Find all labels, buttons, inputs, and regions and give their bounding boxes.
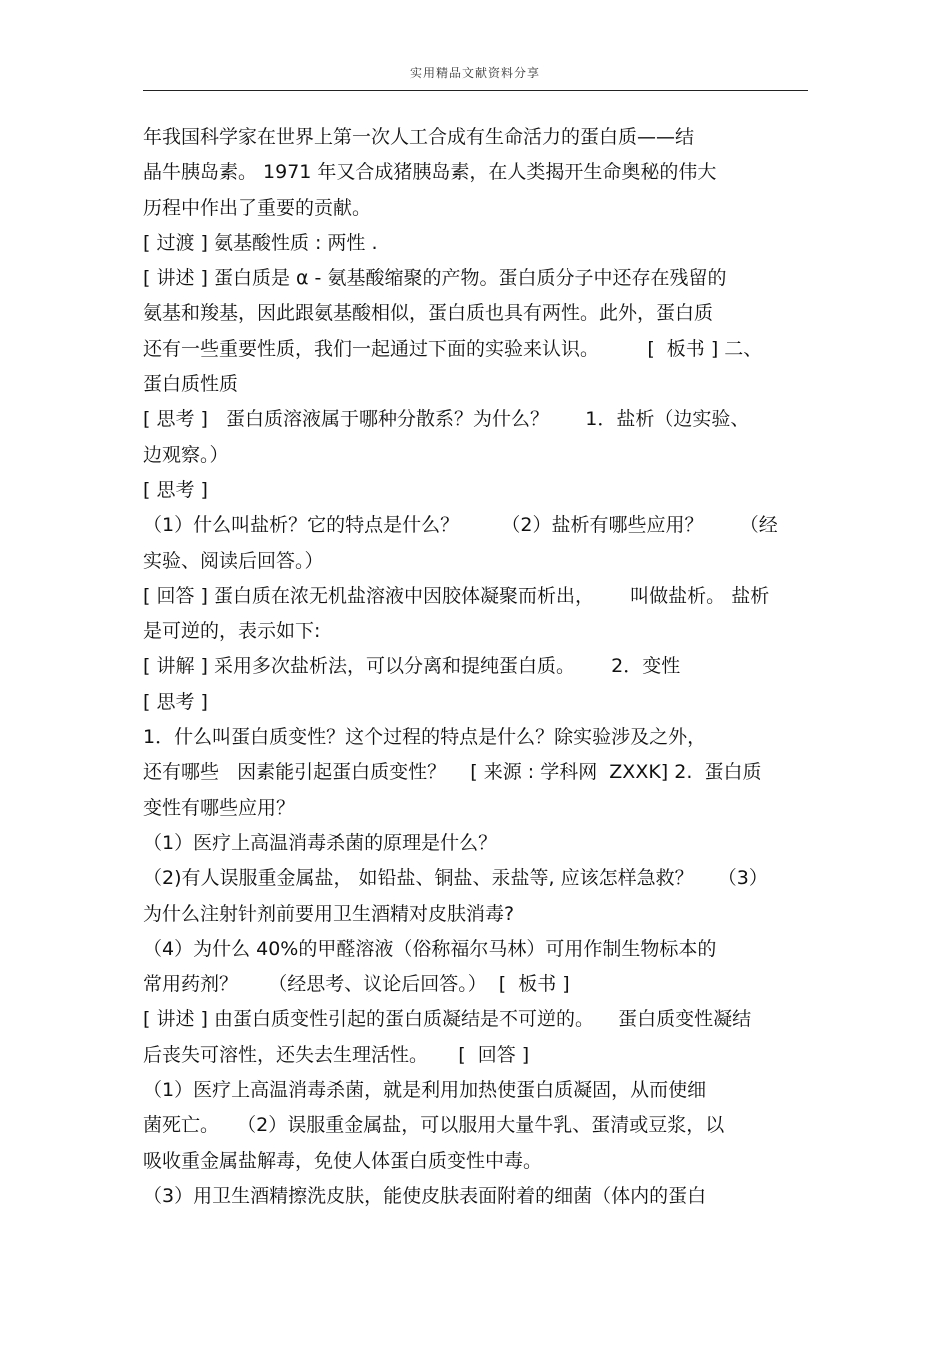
text-line: 菌死亡。 （2）误服重金属盐，可以服用大量牛乳、蛋清或豆浆，以 [143, 1114, 725, 1137]
text-line: 是可逆的，表示如下: [143, 620, 321, 643]
text-line: 年我国科学家在世界上第一次人工合成有生命活力的蛋白质——结 [143, 126, 695, 148]
text-line: 实验、阅读后回答。） [143, 549, 324, 572]
text-line: 还有一些重要性质，我们一起通过下面的实验来认识。 [ 板书 ] 二、 [143, 337, 763, 360]
page-header: 实用精品文献资料分享 [409, 66, 540, 80]
text-line: 还有哪些 因素能引起蛋白质变性？ [ 来源 : 学科网 ZXXK] 2. 蛋白质 [143, 761, 762, 784]
text-line: 变性有哪些应用？ [143, 796, 296, 819]
text-line: （1）什么叫盐析？它的特点是什么？ （2）盐析有哪些应用？ （经 [143, 514, 778, 537]
text-line: 晶牛胰岛素。 1971 年又合成猪胰岛素，在人类揭开生命奥秘的伟大 [143, 161, 717, 184]
text-line: 吸收重金属盐解毒，免使人体蛋白质变性中毒。 [143, 1149, 543, 1172]
text-line: （4）为什么 40%的甲醛溶液（俗称福尔马林）可用作制生物标本的 [143, 937, 717, 960]
text-line: （1）医疗上高温消毒杀菌，就是利用加热使蛋白质凝固，从而使细 [143, 1079, 707, 1102]
text-line: 边观察。） [143, 443, 229, 466]
header-divider [143, 90, 808, 91]
text-line: [ 回答 ] 蛋白质在浓无机盐溶液中因胶体凝聚而析出， 叫做盐析。 盐析 [143, 584, 770, 607]
text-line: 蛋白质性质 [143, 373, 239, 396]
text-line: 常用药剂？ （经思考、议论后回答。） [ 板书 ] [143, 973, 570, 996]
text-line: 为什么注射针剂前要用卫生酒精对皮肤消毒? [143, 902, 515, 925]
text-line: [ 过渡 ] 氨基酸性质 : 两性 . [143, 231, 378, 254]
text-line: [ 思考 ] [143, 690, 208, 713]
text-line: [ 讲解 ] 采用多次盐析法，可以分离和提纯蛋白质。 2．变性 [143, 655, 681, 678]
document-body [143, 120, 808, 1214]
text-line: [ 思考 ] 蛋白质溶液属于哪种分散系？为什么？ 1．盐析（边实验、 [143, 408, 750, 431]
text-line: 氨基和羧基，因此跟氨基酸相似，蛋白质也具有两性。此外，蛋白质 [143, 302, 714, 325]
text-line: （3）用卫生酒精擦洗皮肤，能使皮肤表面附着的细菌（体内的蛋白 [143, 1184, 707, 1207]
text-line: [ 思考 ] [143, 478, 208, 501]
text-line: 1．什么叫蛋白质变性？这个过程的特点是什么？除实验涉及之外， [143, 726, 707, 749]
text-line: （2)有人误服重金属盐， 如铅盐、铜盐、汞盐等, 应该怎样急救？ （3） [143, 867, 768, 890]
text-line: [ 讲述 ] 由蛋白质变性引起的蛋白质凝结是不可逆的。 蛋白质变性凝结 [143, 1008, 752, 1031]
text-line: （1）医疗上高温消毒杀菌的原理是什么？ [143, 831, 498, 854]
text-line: [ 讲述 ] 蛋白质是 α - 氨基酸缩聚的产物。蛋白质分子中还存在残留的 [143, 267, 727, 290]
text-line: 历程中作出了重要的贡献。 [143, 196, 372, 219]
text-line: 后丧失可溶性，还失去生理活性。 [ 回答 ] [143, 1043, 530, 1066]
